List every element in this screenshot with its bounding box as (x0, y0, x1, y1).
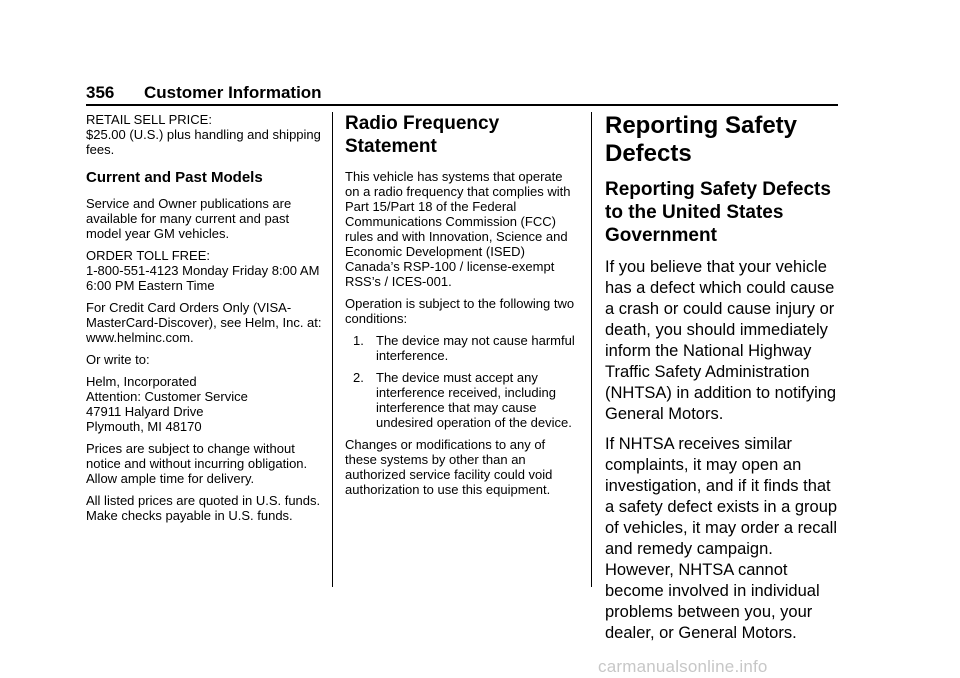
page-header (86, 83, 838, 103)
nhtsa-paragraph: If NHTSA receives similar complaints, it may open an investigation, and if it finds that a safety defect exists in a group of vehicles, it may order a recall and remedy campaign. However, NHTSA cannot become involved in individual problems between you, your dealer, or General Motors. (605, 435, 838, 642)
fcc-paragraph: This vehicle has systems that operate on a radio frequency that complies with Part 15/Part 18 of the Federal Communications Commission (FCC) rules and with Innovation, Science and Economic Development (ISED) Canada’s RSP-100 / license-exempt RSS’s / ICES-001. (345, 169, 571, 289)
header-rule (86, 104, 838, 106)
order-toll-free-text: ORDER TOLL FREE: 1-800-551-4123 Monday Friday 8:00 AM 6:00 PM Eastern Time (86, 248, 320, 293)
modifications-paragraph: Changes or modifications to any of these systems by other than an authorized service facility could void authorization to use this equipment. (345, 437, 553, 497)
column-divider-1 (332, 112, 333, 587)
list-item (345, 333, 577, 363)
list-item-text: The device may not cause harmful interference. (376, 333, 575, 363)
list-item-text: The device must accept any interference received, including interference that may cause undesired operation of the device. (376, 370, 572, 430)
list-item-number: 2. (353, 370, 364, 385)
funds-paragraph: All listed prices are quoted in U.S. funds. Make checks payable in U.S. funds. (86, 493, 321, 523)
heading-current-past-models: Current and Past Models (86, 169, 263, 186)
list-item (345, 370, 577, 430)
retail-price-text: RETAIL SELL PRICE: $25.00 (U.S.) plus handling and shipping fees. (86, 112, 321, 157)
heading-us-government: Reporting Safety Defects to the United States Government (605, 179, 831, 246)
heading-reporting-safety-defects: Reporting Safety Defects (605, 112, 798, 167)
list-item-number: 1. (353, 333, 364, 348)
column-divider-2 (591, 112, 592, 587)
column-radio-frequency (345, 112, 577, 504)
defect-paragraph: If you believe that your vehicle has a defect which could cause a crash or could cause injury or death, you should immediately inform the National Highway Traffic Safety Administration (NHTSA) in addition to notifying General Motors. (605, 258, 837, 423)
prices-change-paragraph: Prices are subject to change without notice and without incurring obligation. Allow ample time for delivery. (86, 441, 308, 486)
column-ordering-info (86, 112, 322, 530)
publications-paragraph: Service and Owner publications are available for many current and past model year GM vehicles. (86, 196, 292, 241)
site-watermark: carmanualsonline.info (598, 657, 768, 676)
conditions-list (345, 333, 577, 430)
column-safety-defects (605, 112, 841, 653)
conditions-intro: Operation is subject to the following two conditions: (345, 296, 575, 326)
write-to-text: Or write to: (86, 352, 150, 367)
credit-card-paragraph: For Credit Card Orders Only (VISA-MasterCard-Discover), see Helm, Inc. at: www.helminc.com. (86, 300, 322, 345)
mailing-address: Helm, Incorporated Attention: Customer Service 47911 Halyard Drive Plymouth, MI 48170 (86, 374, 248, 434)
page-number: 356 (86, 83, 115, 102)
section-title: Customer Information (144, 83, 322, 102)
heading-radio-frequency: Radio Frequency Statement (345, 113, 500, 157)
